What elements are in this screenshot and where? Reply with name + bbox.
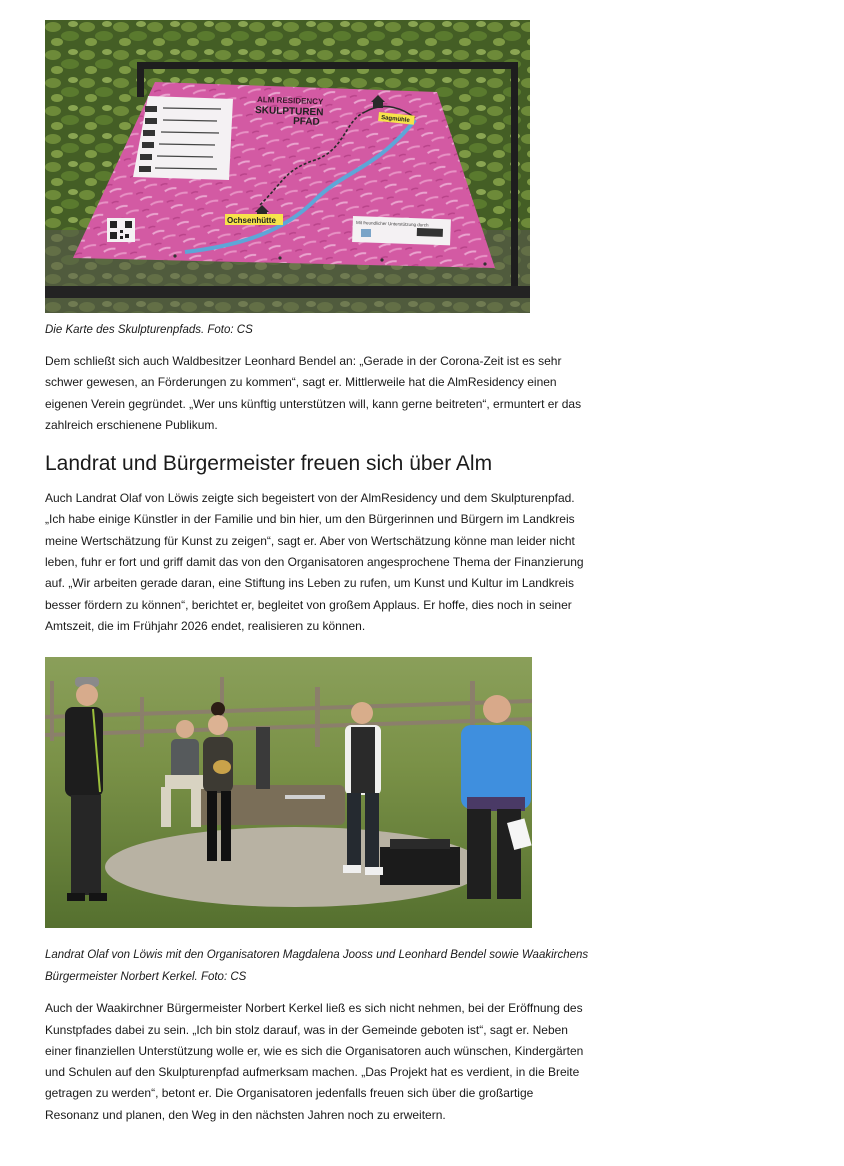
paragraph-kerkel: Auch der Waakirchner Bürgermeister Norbert Kerkel ließ es sich nicht nehmen, bei der Eröffnung des Kunstpfades dabei zu sein. „Ich bin stolz darauf, was in der Gemeinde geboten ist“, sagt er. Neben einer finanziellen Unterstützung wolle er, wie es sich die Organisatoren auch wünschen, Kindergärten und Schulen auf den Skulpturenpfad aufmerksam machen. „Das Projekt hat es verdient, in die Breite getragen zu werden“, betont er. Die Organisatoren jedenfalls freuen sich über die großartige Resonanz und planen, den Weg in den nächsten Jahren noch zu erweitern. [45, 1001, 584, 1122]
section-heading: Landrat und Bürgermeister freuen sich über Alm [45, 452, 493, 476]
paragraph-bendel: Dem schließt sich auch Waldbesitzer Leonhard Bendel an: „Gerade in der Corona-Zeit ist es sehr schwer gewesen, an Förderungen zu kommen“, sagt er. Mittlerweile hat die AlmResidency einen eigenen Verein gegründet. „Wer uns künftig unterstützen will, kann gerne beitreten“, ermuntert er das zahlreich erschienene Publikum. [45, 354, 582, 432]
paragraph-landrat: Auch Landrat Olaf von Löwis zeigte sich begeistert von der AlmResidency und dem Skulpturenpfad. „Ich habe einige Künstler in der Familie und bin hier, um den Bürgerinnen und Bürgern im Landkreis meine Wertschätzung für Kunst zu zeigen“, sagt er. Aber von Wertschätzung könne man leider nicht leben, fuhr er fort und griff damit das von den Organisatoren angesprochene Thema der Finanzierung auf. „Wir arbeiten gerade daran, eine Stiftung ins Leben zu rufen, um Kunst und Kultur im Landkreis besser fördern zu können“, berichtet er, begleitet von großem Applaus. Er hoffe, dies noch in seiner Amtszeit, die im Frühjahr 2026 endet, realisieren zu können. [45, 491, 584, 633]
map-caption: Die Karte des Skulpturenpfads. Foto: CS [45, 324, 253, 336]
map-sponsor-text: Mit freundlicher Unterstützung durch [355, 220, 429, 228]
map-photo-image [45, 20, 530, 313]
group-photo-image [45, 657, 532, 928]
map-label-end: Ochsenhütte [227, 216, 276, 225]
map-title-line2: SKULPTUREN [254, 105, 324, 119]
map-title-line3: PFAD [292, 116, 320, 128]
map-title-line1: ALM RESIDENCY [256, 95, 324, 107]
map-label-start: Sagmühle [380, 115, 410, 124]
group-photo [45, 657, 532, 928]
group-figure [45, 657, 590, 988]
group-caption: Landrat Olaf von Löwis mit den Organisatoren Magdalena Jooss und Leonhard Bendel sowie Waakirchens Bürgermeister Norbert Kerkel. Foto: CS [45, 949, 589, 984]
map-photo [45, 20, 530, 313]
map-figure [45, 0, 590, 341]
article [45, 0, 590, 1126]
